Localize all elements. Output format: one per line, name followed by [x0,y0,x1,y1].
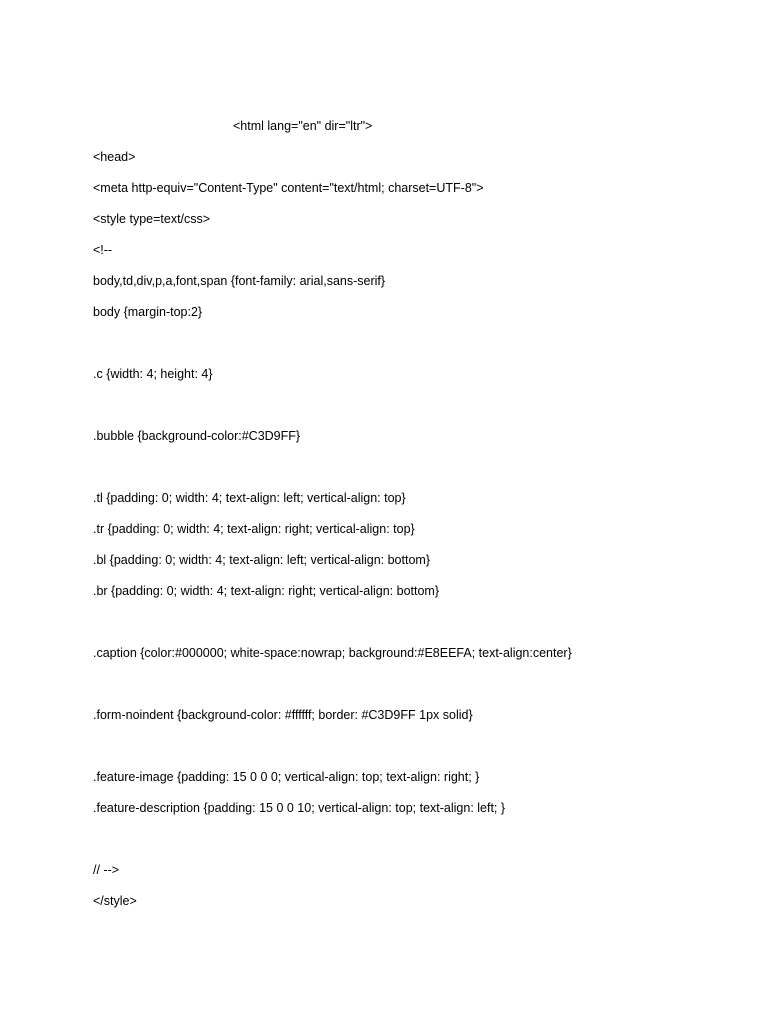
code-line-feature-image-rule: .feature-image {padding: 15 0 0 0; vertical-align: top; text-align: right; } [93,770,480,784]
code-line-form-noindent-rule: .form-noindent {background-color: #ffffff; border: #C3D9FF 1px solid} [93,708,473,722]
code-line-caption-rule: .caption {color:#000000; white-space:nowrap; background:#E8EEFA; text-align:center} [93,646,572,660]
code-line-comment-open: <!-- [93,243,113,257]
code-line-body-margin-rule: body {margin-top:2} [93,305,203,319]
code-line-br-rule: .br {padding: 0; width: 4; text-align: right; vertical-align: bottom} [93,584,440,598]
code-line-comment-close: // --> [93,863,120,877]
code-line-html-open: <html lang="en" dir="ltr"> [233,119,373,133]
code-line-bl-rule: .bl {padding: 0; width: 4; text-align: left; vertical-align: bottom} [93,553,430,567]
code-line-tl-rule: .tl {padding: 0; width: 4; text-align: left; vertical-align: top} [93,491,406,505]
code-line-tr-rule: .tr {padding: 0; width: 4; text-align: right; vertical-align: top} [93,522,415,536]
code-line-feature-description-rule: .feature-description {padding: 15 0 0 10; vertical-align: top; text-align: left; } [93,801,506,815]
code-line-style-close: </style> [93,894,137,908]
code-line-body-font-rule: body,td,div,p,a,font,span {font-family: arial,sans-serif} [93,274,386,288]
code-line-style-open: <style type=text/css> [93,212,211,226]
code-line-c-rule: .c {width: 4; height: 4} [93,367,213,381]
code-line-head-open: <head> [93,150,136,164]
code-line-bubble-rule: .bubble {background-color:#C3D9FF} [93,429,301,443]
code-line-meta: <meta http-equiv="Content-Type" content="text/html; charset=UTF-8"> [93,181,484,195]
